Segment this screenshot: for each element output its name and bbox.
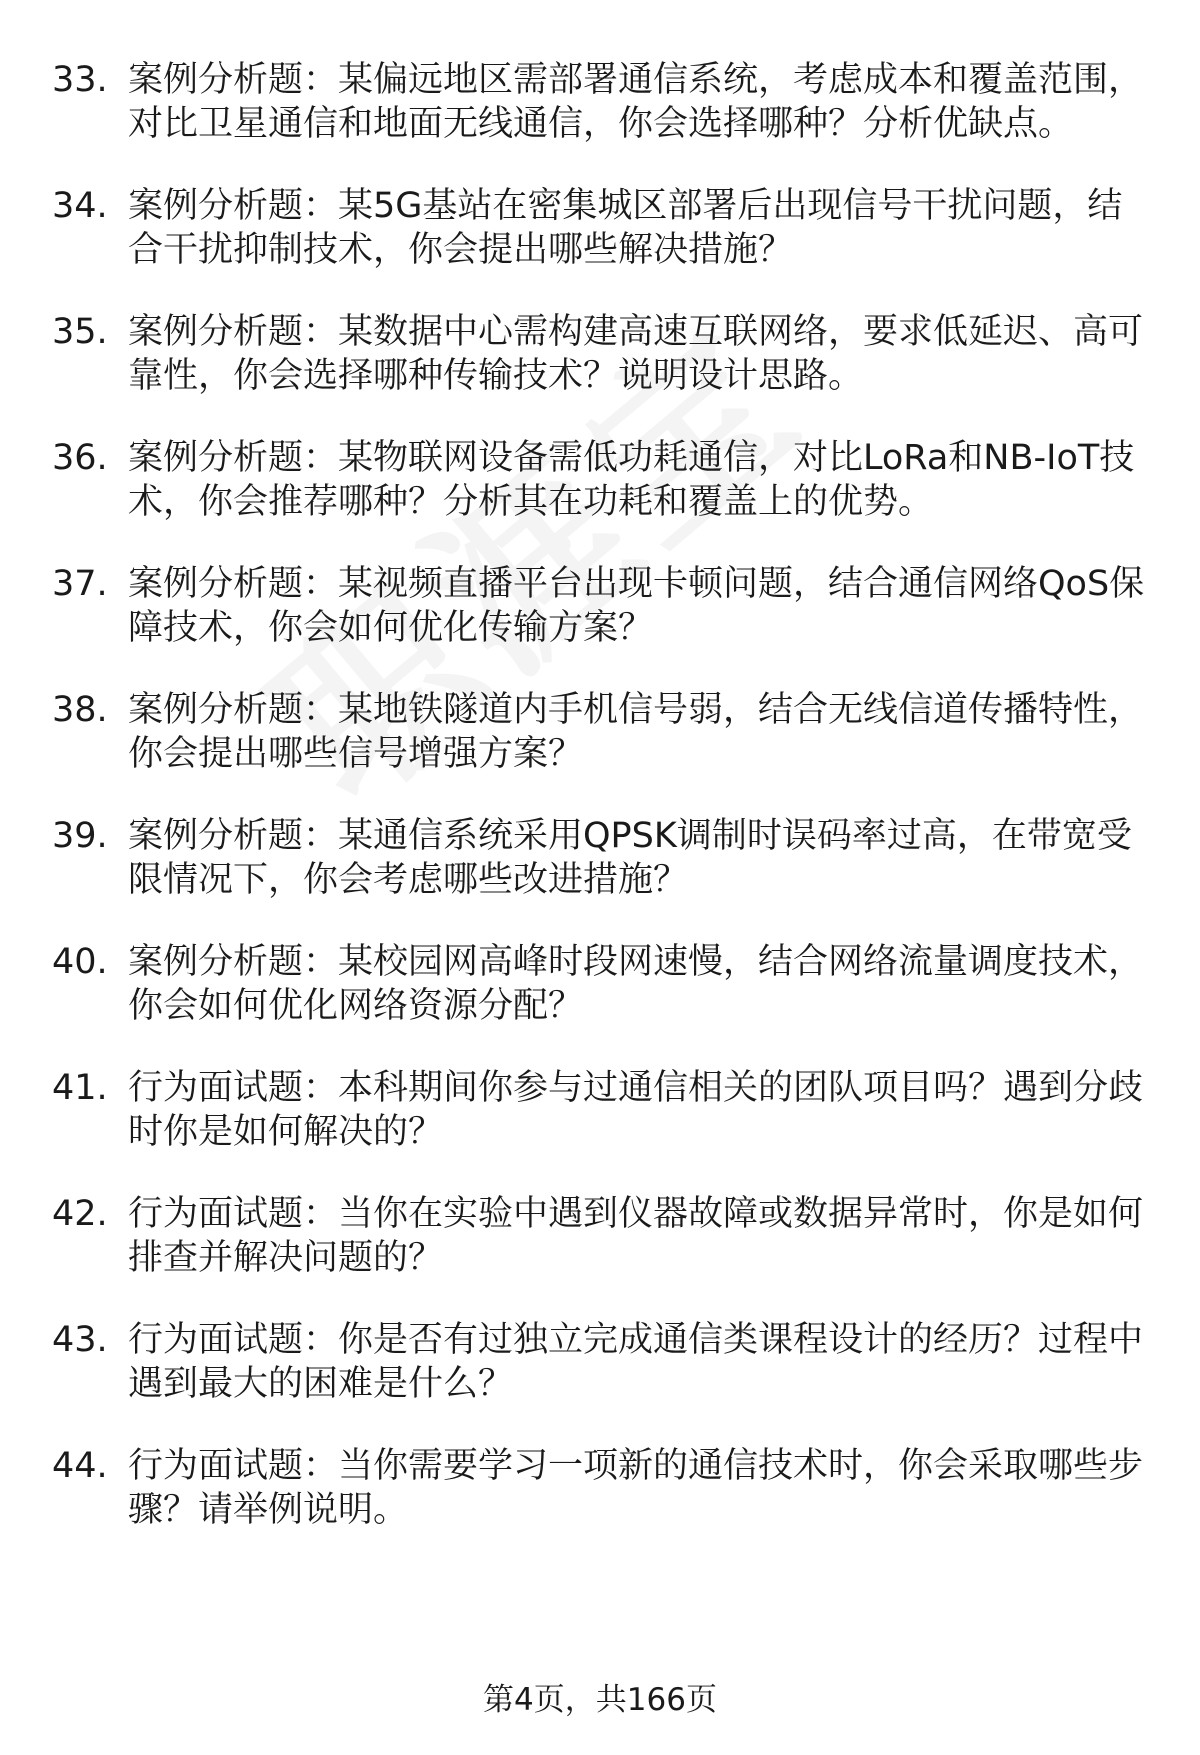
list-item <box>52 1318 1152 1406</box>
item-text: 案例分析题：某通信系统采用QPSK调制时误码率过高，在带宽受限情况下，你会考虑哪些改进措施？ <box>128 816 1132 900</box>
item-number: 41. <box>52 1068 108 1108</box>
item-text: 行为面试题：你是否有过独立完成通信类课程设计的经历？过程中遇到最大的困难是什么？ <box>128 1320 1144 1404</box>
list-item <box>52 562 1152 650</box>
item-text: 案例分析题：某偏远地区需部署通信系统，考虑成本和覆盖范围，对比卫星通信和地面无线通信，你会选择哪种？分析优缺点。 <box>128 60 1144 144</box>
item-text: 案例分析题：某地铁隧道内手机信号弱，结合无线信道传播特性，你会提出哪些信号增强方案？ <box>128 690 1144 774</box>
list-item <box>52 1066 1152 1154</box>
list-item <box>52 184 1152 272</box>
list-item <box>52 1192 1152 1280</box>
item-text: 案例分析题：某物联网设备需低功耗通信，对比LoRa和NB-IoT技术，你会推荐哪种？分析其在功耗和覆盖上的优势。 <box>128 438 1135 522</box>
item-text: 行为面试题：当你在实验中遇到仪器故障或数据异常时，你是如何排查并解决问题的？ <box>128 1194 1144 1278</box>
item-number: 44. <box>52 1446 108 1486</box>
list-item <box>52 688 1152 776</box>
item-text: 案例分析题：某视频直播平台出现卡顿问题，结合通信网络QoS保障技术，你会如何优化传输方案？ <box>128 564 1145 648</box>
item-number: 35. <box>52 312 108 352</box>
item-number: 39. <box>52 816 108 856</box>
item-number: 36. <box>52 438 108 478</box>
list-item <box>52 1444 1152 1532</box>
item-number: 37. <box>52 564 108 604</box>
item-number: 33. <box>52 60 108 100</box>
question-list <box>52 58 1152 1570</box>
item-number: 34. <box>52 186 108 226</box>
list-item <box>52 58 1152 146</box>
list-item <box>52 940 1152 1028</box>
list-item <box>52 436 1152 524</box>
page-footer: 第4页，共166页 <box>483 1682 717 1718</box>
item-number: 43. <box>52 1320 108 1360</box>
list-item <box>52 814 1152 902</box>
list-item <box>52 310 1152 398</box>
item-text: 案例分析题：某校园网高峰时段网速慢，结合网络流量调度技术，你会如何优化网络资源分配？ <box>128 942 1144 1026</box>
item-text: 行为面试题：当你需要学习一项新的通信技术时，你会采取哪些步骤？请举例说明。 <box>128 1446 1144 1530</box>
item-number: 40. <box>52 942 108 982</box>
item-text: 案例分析题：某5G基站在密集城区部署后出现信号干扰问题，结合干扰抑制技术，你会提出哪些解决措施？ <box>128 186 1123 270</box>
item-text: 行为面试题：本科期间你参与过通信相关的团队项目吗？遇到分歧时你是如何解决的？ <box>128 1068 1144 1152</box>
item-text: 案例分析题：某数据中心需构建高速互联网络，要求低延迟、高可靠性，你会选择哪种传输技术？说明设计思路。 <box>128 312 1144 396</box>
item-number: 42. <box>52 1194 108 1234</box>
item-number: 38. <box>52 690 108 730</box>
